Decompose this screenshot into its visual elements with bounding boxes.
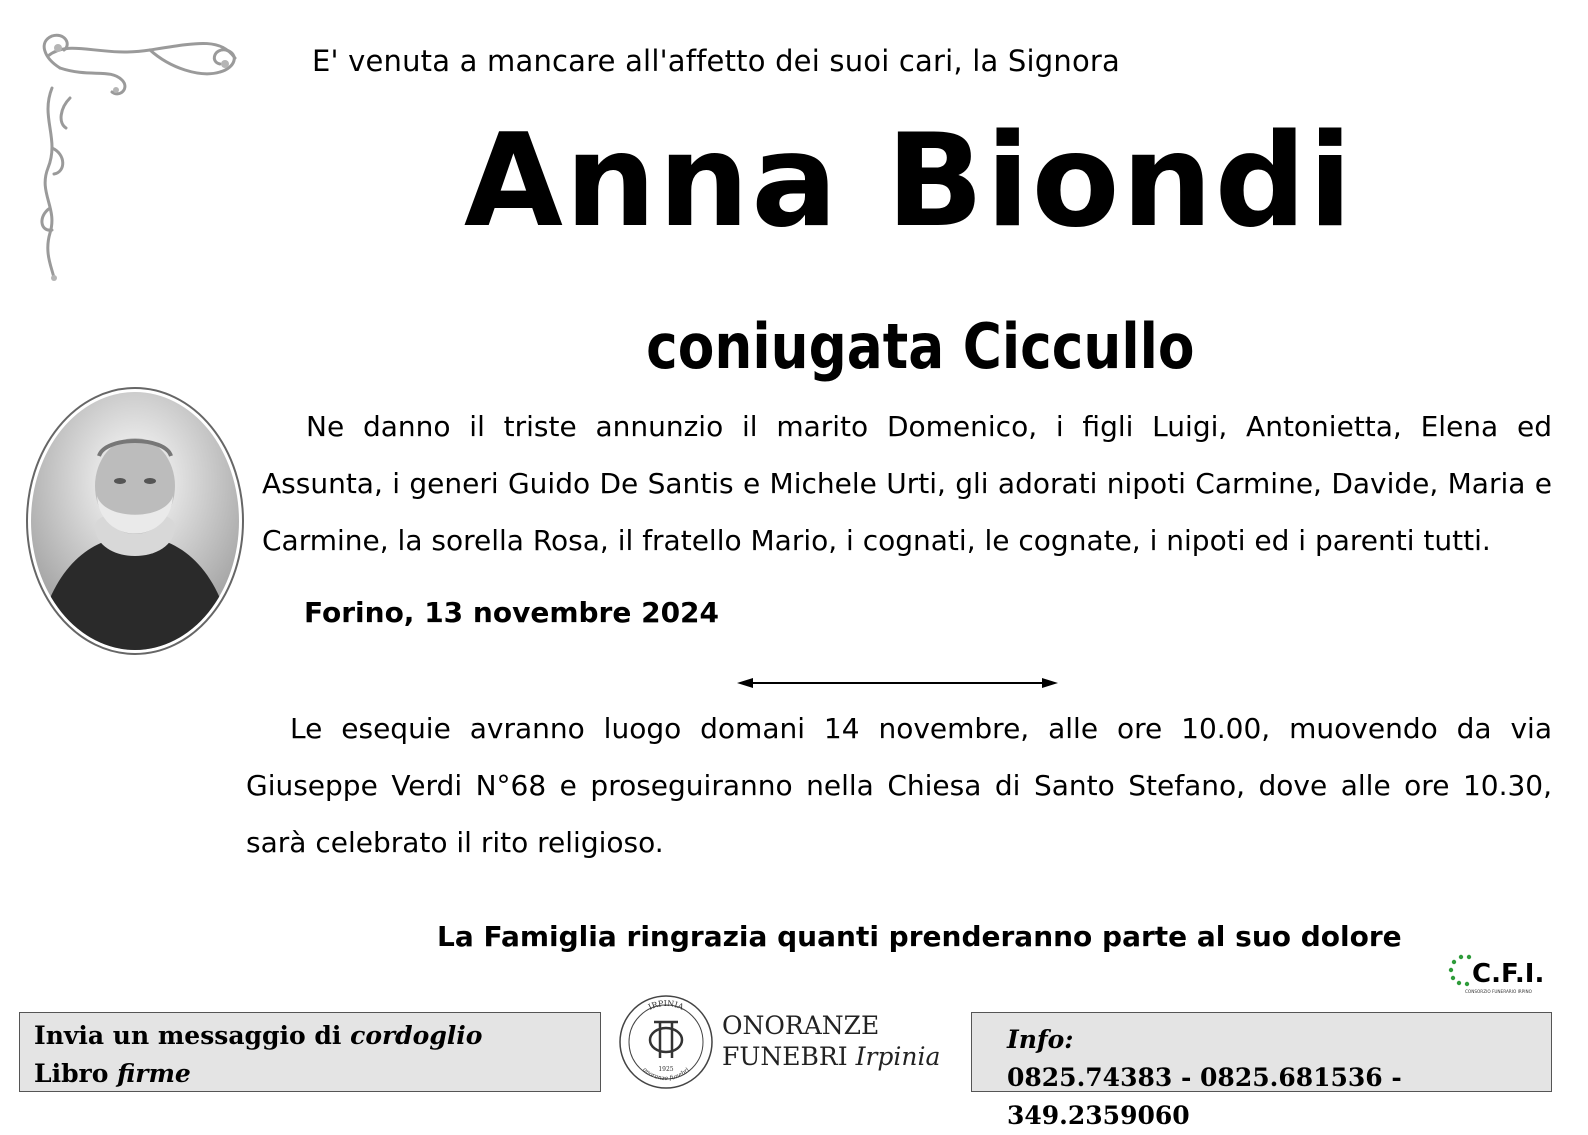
brand-line2 <box>722 1041 940 1072</box>
intro-text: E' venuta a mancare all'affetto dei suoi cari, la Signora <box>312 44 1120 78</box>
brand-line2-text: FUNEBRI <box>722 1042 848 1071</box>
double-arrow-divider <box>735 672 1060 694</box>
funeral-text: Le esequie avranno luogo domani 14 novembre, alle ore 10.00, muovendo da via Giuseppe Verdi N°68 e proseguiranno nella Chiesa di Santo Stefano, dove alle ore 10.30, sarà celebrato il rito religioso. <box>246 712 1552 859</box>
emblem-year: 1925 <box>658 1066 674 1073</box>
brand-line1: ONORANZE <box>722 1011 880 1040</box>
deceased-name: Anna Biondi <box>463 107 1355 256</box>
condolence-link[interactable] <box>34 1017 600 1055</box>
condolence-prefix: Invia un messaggio di <box>34 1021 342 1050</box>
cfi-small-text: CONSORZIO FUNERARIO IRPINO <box>1465 989 1532 994</box>
emblem-top-text: IRPINIA <box>646 998 685 1012</box>
married-name: coniugata Ciccullo <box>646 310 1195 383</box>
announcement-paragraph <box>262 398 1552 569</box>
cfi-logo <box>1445 952 1545 996</box>
funeral-home-name <box>722 1010 940 1072</box>
funeral-home-emblem <box>616 992 716 1092</box>
emblem-bottom-text: onoranze funebri <box>641 1066 691 1083</box>
announcement-text: Ne danno il triste annunzio il marito Domenico, i figli Luigi, Antonietta, Elena ed Assunta, i generi Guido De Santis e Michele Urti, gli adorati nipoti Carmine, Davide, Maria e Carmine, la sorella Rosa, il fratello Mario, i cognati, le cognate, i nipoti ed i parenti tutti. <box>262 410 1552 557</box>
brand-line2-italic: Irpinia <box>855 1042 941 1071</box>
info-box <box>971 1012 1552 1130</box>
guestbook-link[interactable] <box>34 1055 600 1093</box>
condolence-word: cordoglio <box>350 1021 483 1050</box>
svg-text:IRPINIA <box>647 999 685 1012</box>
guestbook-word: firme <box>117 1059 191 1088</box>
thanks-text: La Famiglia ringrazia quanti prenderanno parte al suo dolore <box>437 920 1402 953</box>
phone-numbers[interactable]: 0825.74383 - 0825.681536 - 349.2359060 <box>1007 1063 1402 1130</box>
place-date: Forino, 13 novembre 2024 <box>304 596 720 629</box>
guestbook-prefix: Libro <box>34 1059 109 1088</box>
funeral-paragraph <box>246 700 1552 871</box>
condolence-box[interactable] <box>19 1012 601 1092</box>
info-label: Info: <box>1007 1025 1074 1054</box>
cfi-text: C.F.I. <box>1472 959 1545 989</box>
portrait-photo <box>25 386 245 656</box>
